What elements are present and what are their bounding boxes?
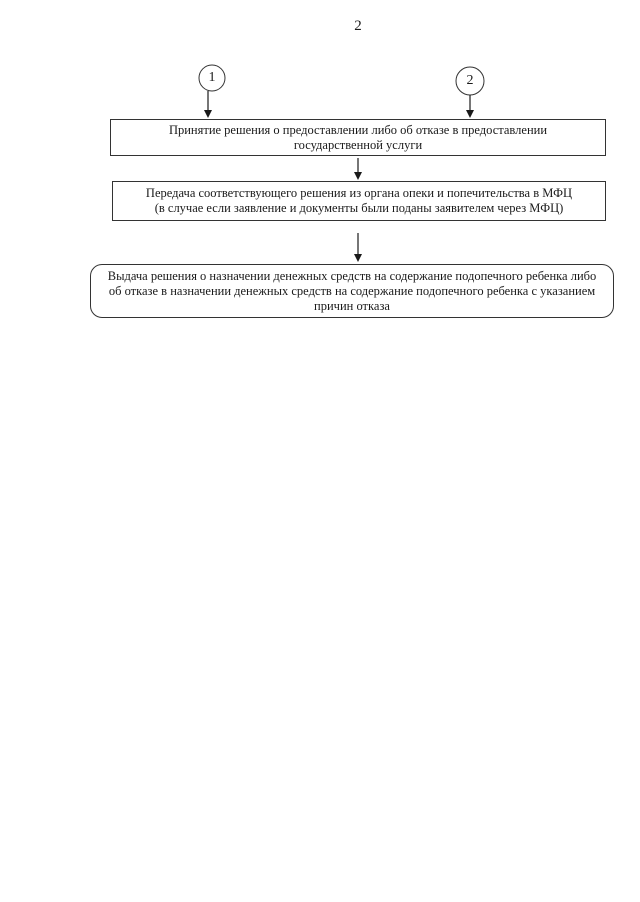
step-2-line-2: (в случае если заявление и документы были поданы заявителем через МФЦ)	[154, 201, 564, 215]
step-issue-decision-box	[90, 264, 614, 318]
step-2-line-1: Передача соответствующего решения из органа опеки и попечительства в МФЦ	[145, 186, 573, 200]
step-3-line-2: об отказе в назначении денежных средств на содержание подопечного ребенка с указанием	[108, 283, 596, 298]
connector-label-1: 1	[208, 70, 216, 85]
step-3-line-3: причин отказа	[314, 298, 390, 313]
step-3-line-1: Выдача решения о назначении денежных средств на содержание подопечного ребенка либо	[107, 268, 597, 283]
step-1-line-2: государственной услуги	[293, 137, 423, 152]
connector-label-2: 2	[466, 73, 474, 88]
page-number: 2	[354, 18, 362, 34]
step-decision-box	[110, 119, 606, 156]
step-transfer-box	[112, 181, 606, 221]
step-1-line-1: Принятие решения о предоставлении либо об отказе в предоставлении	[168, 122, 548, 137]
